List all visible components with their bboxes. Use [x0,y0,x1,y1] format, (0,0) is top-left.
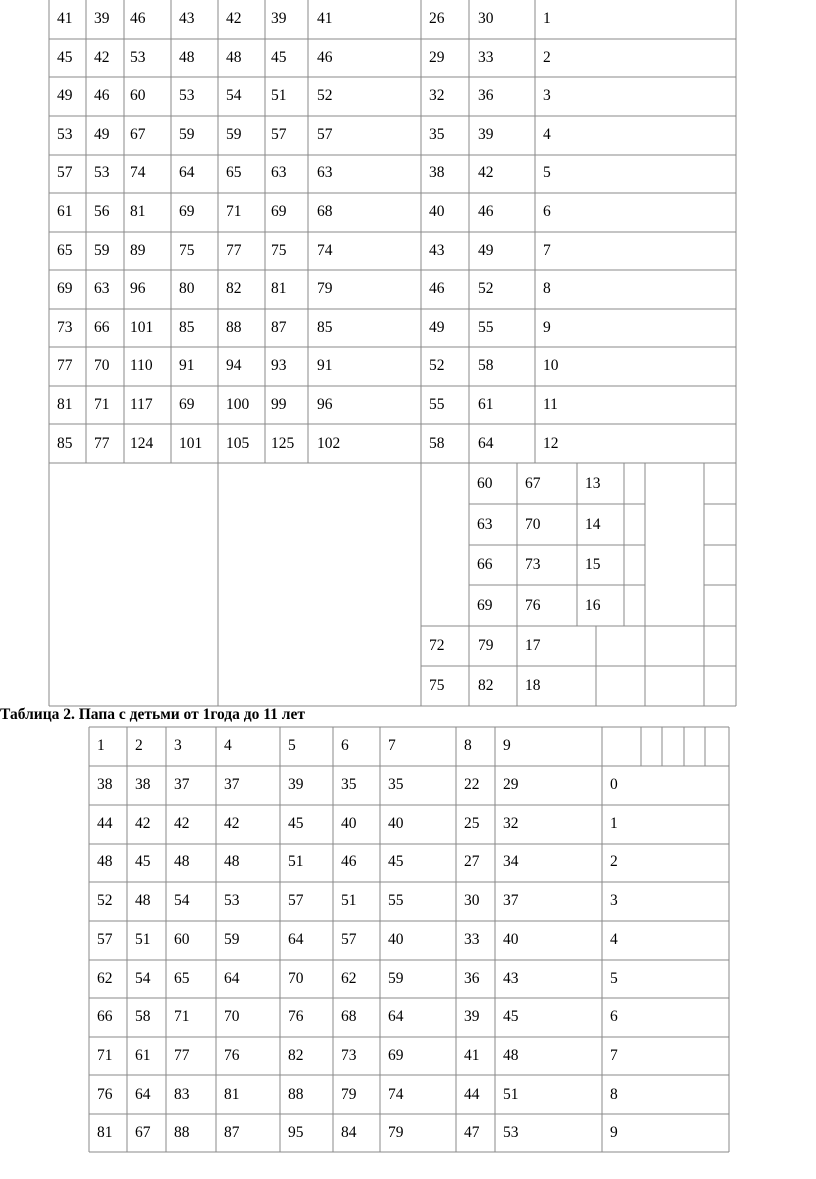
table1-cell: 71 [94,396,110,413]
table1-cell: 124 [130,434,154,452]
table1-cell: 55 [478,318,494,336]
table1-cell: 54 [226,87,242,105]
table1-cell: 67 [130,125,146,143]
table1-cell: 6 [543,203,551,220]
table2-cell: 54 [135,969,151,987]
table2-cell: 83 [174,1085,190,1103]
table2-cell: 40 [388,930,404,948]
table1-cell: 40 [429,203,445,220]
table1-cell: 64 [179,164,195,182]
table2-cell: 71 [174,1008,190,1026]
table2-cell: 61 [135,1046,151,1064]
table1-cell: 46 [94,87,110,105]
table2-cell: 44 [97,814,113,832]
table2-cell: 45 [503,1008,519,1026]
table2-cell: 81 [97,1124,113,1142]
table2-cell: 33 [464,930,480,948]
table1-cell: 64 [478,434,494,452]
table1-cell: 46 [317,48,333,66]
table1-cell: 65 [226,164,242,182]
table1-cell: 69 [271,203,287,220]
table2-cell: 35 [388,776,404,793]
table2-header-cell: 9 [503,737,511,754]
table1-cell: 1 [543,10,551,27]
table2-cell: 76 [288,1008,304,1026]
table1-cell: 66 [94,318,110,336]
table1-cell: 42 [94,48,110,66]
table1-cell: 48 [226,48,242,66]
table2-cell: 64 [135,1085,151,1103]
table1-extra-cell: 14 [585,515,601,533]
table2-header-cell: 7 [388,737,396,754]
table2-cell: 88 [288,1085,304,1103]
table2-cell: 53 [503,1124,519,1142]
table2-cell: 82 [288,1046,304,1064]
table1-cell: 61 [57,203,73,220]
table2-cell: 47 [464,1124,480,1142]
table1-cell: 59 [226,125,242,143]
table1-cell: 51 [271,87,287,105]
table1-cell: 105 [226,434,250,452]
table1-cell: 65 [57,241,73,259]
table2-cell: 51 [288,853,304,871]
table2-cell: 68 [341,1008,357,1026]
table1-cell: 75 [179,241,195,259]
table1-cell: 41 [317,10,333,27]
table1-cell: 12 [543,434,559,452]
table1-cell: 68 [317,203,333,220]
table2-cell: 6 [610,1008,618,1026]
table2-cell: 48 [174,853,190,871]
table1-cell: 32 [429,87,445,105]
table2-cell: 3 [610,892,618,910]
table1-cell: 8 [543,280,551,298]
table1-cell: 87 [271,318,287,336]
table1-cell: 56 [94,203,110,220]
table1-cell: 49 [429,318,445,336]
table1-cell: 101 [179,434,203,452]
table2-cell: 67 [135,1124,151,1142]
table1-cell: 96 [130,280,146,298]
table1-cell: 55 [429,396,445,413]
table1-cell: 45 [271,48,287,66]
table2-cell: 45 [388,853,404,871]
table2-cell: 25 [464,814,480,832]
table2-cell: 65 [174,969,190,987]
table1-cell: 26 [429,10,445,27]
table1-extra-cell: 13 [585,475,601,492]
table1-extra-cell: 75 [429,677,445,694]
table1-cell: 77 [94,434,110,452]
table1-cell: 58 [478,357,494,375]
table1-cell: 85 [179,318,195,336]
table2-cell: 54 [174,892,190,910]
table2-cell: 40 [388,814,404,832]
table2-cell: 51 [503,1085,519,1103]
table2-cell: 32 [503,814,519,832]
table1-cell: 74 [130,164,146,182]
table2-cell: 34 [503,853,519,871]
table1-cell: 85 [57,434,73,452]
table1-cell: 69 [179,203,195,220]
table2-header-cell: 4 [224,737,232,754]
table1-cell: 82 [226,280,242,298]
table1-cell: 81 [271,280,287,298]
table2-cell: 37 [224,776,240,793]
table1-cell: 30 [478,10,494,27]
table2-cell: 87 [224,1124,240,1142]
table1-cell: 61 [478,396,494,413]
table2-cell: 60 [174,930,190,948]
table2-cell: 64 [224,969,240,987]
table2-cell: 48 [224,853,240,871]
table1-cell: 49 [478,241,494,259]
table1-cell: 63 [317,164,333,182]
table1-cell: 79 [317,280,333,298]
table2-cell: 42 [224,814,240,832]
table1-cell: 117 [130,396,153,413]
table1-cell: 9 [543,318,551,336]
table1-extra-cell: 79 [478,637,494,654]
table1-cell: 36 [478,87,494,105]
table2-cell: 52 [97,892,113,910]
table1-cell: 81 [57,396,73,413]
table1-cell: 91 [317,357,333,375]
table1-cell: 42 [478,164,494,182]
table2-cell: 55 [388,892,404,910]
table2-cell: 38 [97,776,113,793]
table2-cell: 1 [610,814,618,832]
table2-cell: 44 [464,1085,480,1103]
table1-cell: 49 [94,125,110,143]
table2-cell: 84 [341,1124,357,1142]
table2-cell: 41 [464,1046,480,1064]
table1-cell: 101 [130,318,154,336]
table1-cell: 2 [543,48,551,66]
table1-cell: 75 [271,241,287,259]
table2-header-cell: 3 [174,737,182,754]
table1-cell: 88 [226,318,242,336]
table1-cell: 81 [130,203,146,220]
table2-cell: 71 [97,1046,113,1064]
table1-extra-cell: 17 [525,637,541,654]
table2-cell: 39 [288,776,304,793]
table2-cell: 57 [97,930,113,948]
table2-cell: 48 [97,853,113,871]
table2-cell: 76 [224,1046,240,1064]
table2-cell: 0 [610,776,618,793]
table1-cell: 5 [543,164,551,182]
table1-cell: 11 [543,396,558,413]
table1-cell: 58 [429,434,445,452]
table1-cell: 52 [478,280,494,298]
table1-extra-cell: 73 [525,556,541,574]
table2-cell: 64 [288,930,304,948]
table2-cell: 62 [341,969,357,987]
table2-cell: 77 [174,1046,190,1064]
table2-cell: 62 [97,969,113,987]
table1-cell: 60 [130,87,146,105]
table1-cell: 110 [130,357,153,375]
table2-cell: 27 [464,853,480,871]
table2-cell: 42 [135,814,151,832]
table2-cell: 51 [135,930,151,948]
table2-cell: 59 [224,930,240,948]
table2-cell: 37 [174,776,190,793]
table1-cell: 38 [429,164,445,182]
table1-cell: 96 [317,396,333,413]
table1-extra-cell: 18 [525,677,541,694]
table2-cell: 81 [224,1085,240,1103]
table1-cell: 70 [94,357,110,375]
table2-cell: 43 [503,969,519,987]
table1-cell: 53 [94,164,110,182]
table1-cell: 77 [226,241,242,259]
table1-cell: 46 [478,203,494,220]
table1-cell: 46 [429,280,445,298]
table1-cell: 35 [429,125,445,143]
table2-cell: 70 [224,1008,240,1026]
table1-cell: 59 [179,125,195,143]
table1-cell: 49 [57,87,73,105]
table1-cell: 53 [130,48,146,66]
table1-cell: 80 [179,280,195,298]
table1-cell: 99 [271,396,287,413]
table2-cell: 53 [224,892,240,910]
table2-cell: 45 [288,814,304,832]
table1-extra-cell: 70 [525,515,541,533]
table2-cell: 74 [388,1085,404,1103]
table2-cell: 36 [464,969,480,987]
table2-cell: 22 [464,776,480,793]
table1-cell: 93 [271,357,287,375]
table1-cell: 57 [57,164,73,182]
table2-cell: 37 [503,892,519,910]
table2-cell: 57 [288,892,304,910]
table2-cell: 30 [464,892,480,910]
table1-cell: 73 [57,318,73,336]
table1-extra-cell: 72 [429,637,445,654]
table1-cell: 45 [57,48,73,66]
table1-cell: 69 [179,396,195,413]
table1-cell: 39 [94,10,110,27]
table1-cell: 43 [429,241,445,259]
table1-cell: 69 [57,280,73,298]
table1-cell: 4 [543,125,551,143]
table1-cell: 102 [317,434,341,452]
table2-cell: 40 [503,930,519,948]
table1-extra-cell: 82 [478,677,494,694]
table1-cell: 89 [130,241,146,259]
table2-cell: 29 [503,776,519,793]
table1-cell: 85 [317,318,333,336]
table1-cell: 63 [271,164,287,182]
table1-cell: 125 [271,434,295,452]
table-2-caption: Таблица 2. Папа с детьми от 1года до 11 лет [0,706,305,723]
table1-cell: 63 [94,280,110,298]
table2-header-cell: 6 [341,737,349,754]
table1-extra-cell: 69 [477,596,493,614]
table2-cell: 38 [135,776,151,793]
table1-cell: 94 [226,357,242,375]
table1-cell: 39 [478,125,494,143]
table2-cell: 76 [97,1085,113,1103]
table2-cell: 2 [610,853,618,871]
table2-cell: 48 [135,892,151,910]
table2-cell: 57 [341,930,357,948]
table2-header-cell: 5 [288,737,296,754]
table2-cell: 66 [97,1008,113,1026]
table2-cell: 39 [464,1008,480,1026]
table1-extra-cell: 15 [585,556,601,574]
table2-cell: 59 [388,969,404,987]
table2-cell: 35 [341,776,357,793]
table1-cell: 53 [57,125,73,143]
table1-extra-cell: 76 [525,596,541,614]
table2-cell: 58 [135,1008,151,1026]
table2-cell: 45 [135,853,151,871]
table1-cell: 10 [543,357,559,375]
table1-cell: 3 [543,87,551,105]
table2-cell: 4 [610,930,618,948]
table1-cell: 74 [317,241,333,259]
table1-cell: 77 [57,357,73,375]
table1-extra-cell: 16 [585,596,601,614]
table2-cell: 70 [288,969,304,987]
table1-cell: 39 [271,10,287,27]
table1-cell: 7 [543,241,551,259]
table1-cell: 57 [317,125,333,143]
table2-cell: 8 [610,1085,618,1103]
table1-cell: 52 [317,87,333,105]
table2-cell: 51 [341,892,357,910]
table2-cell: 64 [388,1008,404,1026]
table1-cell: 100 [226,396,250,413]
table1-cell: 53 [179,87,195,105]
table2-cell: 79 [341,1085,357,1103]
table1-cell: 43 [179,10,195,27]
table2-cell: 7 [610,1046,618,1064]
table2-cell: 48 [503,1046,519,1064]
table2-cell: 46 [341,853,357,871]
table1-cell: 59 [94,241,110,259]
table2-header-cell: 2 [135,737,143,754]
table2-header-cell: 1 [97,737,105,754]
table1-cell: 52 [429,357,445,375]
table2-cell: 9 [610,1124,618,1142]
table2-cell: 79 [388,1124,404,1142]
table1-extra-cell: 67 [525,475,541,492]
table2-header-cell: 8 [464,737,472,754]
table2-cell: 40 [341,814,357,832]
table2-cell: 5 [610,969,618,987]
table2-cell: 73 [341,1046,357,1064]
table1-cell: 33 [478,48,494,66]
table2-cell: 95 [288,1124,304,1142]
table1-cell: 48 [179,48,195,66]
table2-cell: 69 [388,1046,404,1064]
table1-extra-cell: 60 [477,475,493,492]
table1-cell: 29 [429,48,445,66]
table1-extra-cell: 63 [477,515,493,533]
table1-cell: 46 [130,10,146,27]
table1-cell: 91 [179,357,195,375]
table1-cell: 41 [57,10,73,27]
table1-cell: 42 [226,10,242,27]
table1-cell: 71 [226,203,242,220]
table1-cell: 57 [271,125,287,143]
table1-extra-cell: 66 [477,556,493,574]
table2-cell: 88 [174,1124,190,1142]
table2-cell: 42 [174,814,190,832]
